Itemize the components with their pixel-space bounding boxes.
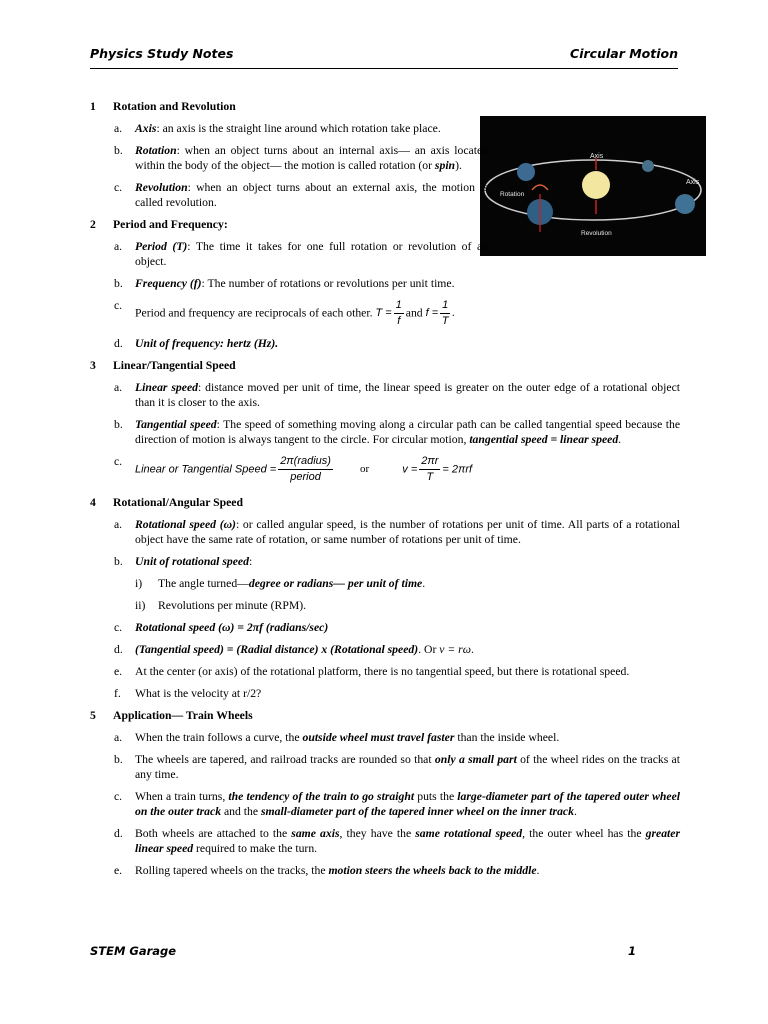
header-title: Physics Study Notes: [90, 46, 234, 61]
list-item: d. (Tangential speed) = (Radial distance) x (Rotational speed). Or v = rω.: [114, 643, 474, 656]
list-item: b. Frequency (f): The number of rotations or revolutions per unit time.: [114, 277, 455, 290]
list-item: a. Period (T): The time it takes for one full rotation or revolution of an object.: [114, 240, 489, 268]
page-header: [90, 44, 678, 69]
list-item: e. At the center (or axis) of the rotational platform, there is no tangential speed, but there is rotational speed.: [114, 665, 630, 678]
list-item: a. When the train follows a curve, the outside wheel must travel faster than the inside wheel.: [114, 731, 560, 744]
sub-list-item: ii) Revolutions per minute (RPM).: [135, 599, 307, 612]
list-item: f. What is the velocity at r/2?: [114, 687, 262, 700]
list-item: a. Linear speed: distance moved per unit of time, the linear speed is greater on the outer edge of a rotational object than it is closer to the axis.: [114, 381, 681, 409]
figure-label-axis: Axis: [686, 179, 700, 186]
figure-label-axis: Axis: [590, 153, 604, 160]
list-item: b. Tangential speed: The speed of something moving along a circular path can be called tangential speed because the direction of motion is always tangent to the circle. For circular motion, tangential speed = linear speed.: [114, 418, 681, 446]
section-heading: 2 Period and Frequency:: [90, 218, 228, 231]
figure-label-revolution: Revolution: [581, 230, 612, 237]
header-topic: Circular Motion: [570, 46, 678, 61]
notes-body: [90, 92, 680, 885]
list-item: b. Rotation: when an object turns about an internal axis— an axis located within the body of the object— the motion is called rotation (or spin).: [114, 144, 488, 172]
list-item: a. Rotational speed (ω): or called angular speed, is the number of rotations per unit of time. All parts of a rotational object have the same rate of rotation, or same number of rotations per unit of time.: [114, 518, 680, 546]
list-item: c. When a train turns, the tendency of the train to go straight puts the large-diameter part of the tapered outer wheel on the outer track and the small-diameter part of the tapered inner wheel on the inner track.: [114, 790, 681, 818]
list-item: a. Axis: an axis is the straight line around which rotation take place.: [114, 122, 441, 135]
section-heading: 3 Linear/Tangential Speed: [90, 359, 236, 372]
period-formula: T = $\frac{1}{f}$: [375, 299, 402, 327]
list-item: c. Revolution: when an object turns about an external axis, the motion is called revolution.: [114, 181, 488, 209]
frequency-formula: f = $\frac{1}{T}$ .: [425, 299, 456, 327]
list-item: c. Linear or Tangential Speed = $\frac{\text{2π(radius)}}{\text{period}}$ or v = $\frac{2\pi r}{T}$ = 2πrf: [114, 455, 473, 483]
footer-brand: STEM Garage: [90, 944, 177, 958]
page-number: 1: [627, 944, 636, 958]
section-heading: 5 Application— Train Wheels: [90, 709, 253, 722]
list-item: e. Rolling tapered wheels on the tracks, the motion steers the wheels back to the middle.: [114, 864, 540, 877]
section-heading: 1 Rotation and Revolution: [90, 100, 236, 113]
page-footer: [90, 944, 636, 958]
list-item: d. Both wheels are attached to the same axis, they have the same rotational speed, the outer wheel has the greater linear speed required to make the turn.: [114, 827, 681, 855]
section-heading: 4 Rotational/Angular Speed: [90, 496, 243, 509]
list-item: b. The wheels are tapered, and railroad tracks are rounded so that only a small part of the wheel rides on the tracks at any time.: [114, 753, 680, 781]
list-item: c. Rotational speed (ω) = 2πf (radians/sec): [114, 621, 329, 634]
sub-list-item: i) The angle turned—degree or radians— per unit of time.: [135, 577, 426, 590]
list-item: c. Period and frequency are reciprocals of each other. T = $\frac{1}{f}$ and f = $\frac{1}{T}$ .: [114, 299, 456, 327]
list-item: b. Unit of rotational speed:: [114, 555, 253, 568]
figure-label-rotation: Rotation: [500, 191, 525, 198]
list-item: d. Unit of frequency: hertz (Hz).: [114, 337, 279, 350]
